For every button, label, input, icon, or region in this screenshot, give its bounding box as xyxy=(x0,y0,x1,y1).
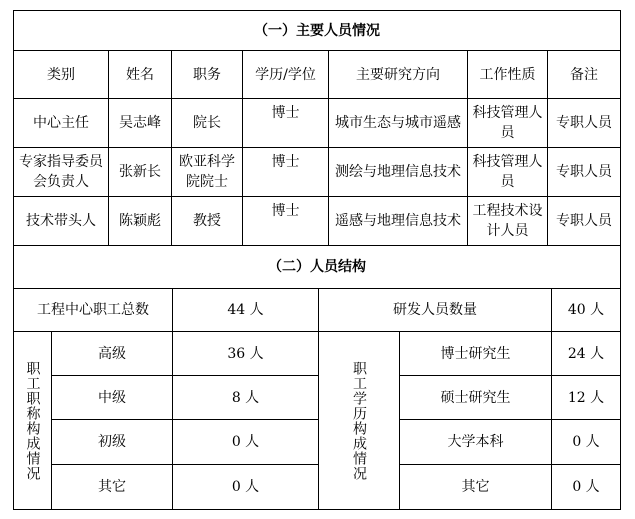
row1-remarks: 专职人员 xyxy=(556,115,612,131)
section1-title: （一）主要人员情况 xyxy=(254,22,380,39)
header-position: 职务 xyxy=(193,66,221,83)
row2-job-nature: 科技管理人员 xyxy=(472,154,543,190)
rd-staff-label: 研发人员数量 xyxy=(393,302,477,318)
row2-research: 测绘与地理信息技术 xyxy=(335,164,461,180)
edu-row-label: 博士研究生 xyxy=(440,345,511,362)
row1-name: 吴志峰 xyxy=(119,115,161,131)
total-staff-value: 44 人 xyxy=(227,302,264,318)
row1-category: 中心主任 xyxy=(33,115,89,131)
title-row-label: 其它 xyxy=(98,479,126,495)
header-degree: 学历/学位 xyxy=(255,66,316,83)
edu-row-value: 0 人 xyxy=(572,434,600,450)
rd-staff-value: 40 人 xyxy=(567,302,605,318)
row1-degree: 博士 xyxy=(271,105,300,121)
row3-job-nature: 工程技术设计人员 xyxy=(472,203,543,239)
title-row-label: 高级 xyxy=(98,345,126,362)
row3-degree: 博士 xyxy=(271,203,300,219)
education-composition-label: 职工学历构成情况 xyxy=(351,361,367,481)
row1-job-nature: 科技管理人员 xyxy=(472,105,543,141)
header-name: 姓名 xyxy=(126,66,154,83)
row2-remarks: 专职人员 xyxy=(556,164,612,180)
title-row-value: 0 人 xyxy=(231,434,260,450)
personnel-table xyxy=(13,10,621,510)
edu-row-value: 0 人 xyxy=(572,479,600,495)
row3-remarks: 专职人员 xyxy=(556,213,612,229)
row2-category: 专家指导委员会负责人 xyxy=(19,154,103,190)
title-row-label: 初级 xyxy=(98,434,126,450)
edu-row-label: 大学本科 xyxy=(447,434,504,450)
edu-row-value: 12 人 xyxy=(567,389,605,406)
section2-title: （二）人员结构 xyxy=(268,259,366,275)
edu-row-label: 其它 xyxy=(461,479,490,495)
header-category: 类别 xyxy=(47,66,75,83)
title-row-value: 8 人 xyxy=(231,389,260,406)
row1-position: 院长 xyxy=(193,115,221,131)
row3-research: 遥感与地理信息技术 xyxy=(335,213,461,229)
title-row-value: 36 人 xyxy=(227,345,264,362)
title-composition-label: 职工职称构成情况 xyxy=(24,361,41,481)
edu-row-label: 硕士研究生 xyxy=(440,389,511,406)
total-staff-label: 工程中心职工总数 xyxy=(37,302,149,318)
header-research: 主要研究方向 xyxy=(356,66,440,83)
row1-research: 城市生态与城市遥感 xyxy=(335,115,461,131)
row2-degree: 博士 xyxy=(271,154,300,170)
title-row-label: 中级 xyxy=(98,389,126,406)
row3-position: 教授 xyxy=(193,213,221,229)
title-row-value: 0 人 xyxy=(231,479,260,495)
header-remarks: 备注 xyxy=(570,66,598,83)
row3-name: 陈颖彪 xyxy=(119,213,161,229)
edu-row-value: 24 人 xyxy=(567,345,605,362)
row2-position: 欧亚科学院院士 xyxy=(179,154,235,190)
header-job-nature: 工作性质 xyxy=(479,66,536,83)
row2-name: 张新长 xyxy=(119,164,161,180)
row3-category: 技术带头人 xyxy=(26,213,96,229)
